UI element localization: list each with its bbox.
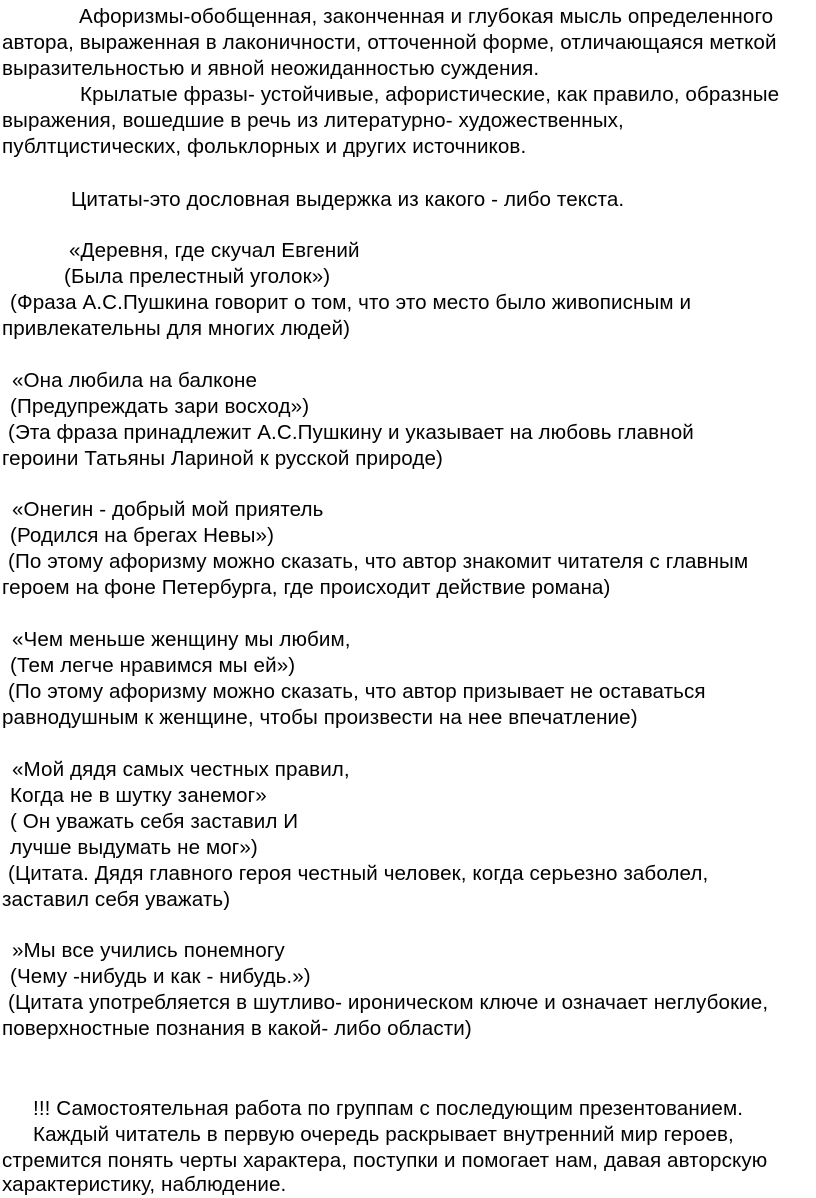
aphorisms-definition-line-3: выразительностью и явной неожиданностью суждения.	[2, 57, 540, 80]
example-4-quote-line-1: «Чем меньше женщину мы любим,	[12, 628, 351, 651]
example-4-quote-line-2: (Тем легче нравимся мы ей»)	[10, 654, 296, 677]
example-3-comment-line-1: (По этому афоризму можно сказать, что автор знакомит читателя с главным	[8, 550, 749, 573]
closing-paragraph-line-3: характеристику, наблюдение.	[2, 1173, 287, 1196]
aphorisms-definition-line-2: автора, выраженная в лаконичности, отточенной форме, отличающаяся меткой	[2, 31, 777, 54]
example-1-comment-line-1: (Фраза А.С.Пушкина говорит о том, что это место было живописным и	[10, 291, 692, 314]
example-3-quote-line-2: (Родился на брегах Невы»)	[10, 524, 275, 547]
example-2-comment-line-2: героини Татьяны Лариной к русской природе)	[2, 447, 443, 470]
catchphrases-definition-line-2: выражения, вошедшие в речь из литературно- художественных,	[2, 109, 624, 132]
example-1-comment-line-2: привлекательны для многих людей)	[2, 317, 351, 340]
catchphrases-definition-line-3: публтцистических, фольклорных и других источников.	[2, 135, 527, 158]
example-5-quote-line-4: лучше выдумать не мог»)	[10, 836, 258, 859]
example-5-comment-line-1: (Цитата. Дядя главного героя честный человек, когда серьезно заболел,	[8, 862, 709, 885]
closing-paragraph-line-2: стремится понять черты характера, поступки и помогает нам, давая авторскую	[2, 1149, 768, 1172]
example-5-comment-line-2: заставил себя уважать)	[2, 888, 231, 911]
aphorisms-definition-line-1: Афоризмы-обобщенная, законченная и глубокая мысль определенного	[79, 5, 774, 28]
example-6-quote-line-2: (Чему -нибудь и как - нибудь.»)	[10, 965, 311, 988]
example-3-comment-line-2: героем на фоне Петербурга, где происходит действие романа)	[2, 576, 611, 599]
example-1-quote-line-2: (Была прелестный уголок»)	[64, 265, 331, 288]
independent-work-task: !!! Самостоятельная работа по группам с последующим презентованием.	[33, 1097, 744, 1120]
example-4-comment-line-2: равнодушным к женщине, чтобы произвести на нее впечатление)	[2, 706, 638, 729]
example-4-comment-line-1: (По этому афоризму можно сказать, что автор призывает не оставаться	[8, 680, 706, 703]
example-6-quote-line-1: »Мы все учились понемногу	[12, 939, 285, 962]
example-3-quote-line-1: «Онегин - добрый мой приятель	[12, 498, 324, 521]
example-6-comment-line-2: поверхностные познания в какой- либо области)	[2, 1017, 472, 1040]
example-5-quote-line-3: ( Он уважать себя заставил И	[10, 810, 299, 833]
example-2-comment-line-1: (Эта фраза принадлежит А.С.Пушкину и указывает на любовь главной	[8, 421, 694, 444]
example-1-quote-line-1: «Деревня, где скучал Евгений	[69, 239, 360, 262]
closing-paragraph-line-1: Каждый читатель в первую очередь раскрывает внутренний мир героев,	[33, 1123, 734, 1146]
example-5-quote-line-2: Когда не в шутку занемог»	[10, 784, 267, 807]
example-5-quote-line-1: «Мой дядя самых честных правил,	[12, 758, 350, 781]
catchphrases-definition-line-1: Крылатые фразы- устойчивые, афористические, как правило, образные	[80, 83, 780, 106]
example-2-quote-line-2: (Предупреждать зари восход»)	[10, 395, 310, 418]
example-2-quote-line-1: «Она любила на балконе	[12, 369, 258, 392]
quotes-definition: Цитаты-это дословная выдержка из какого - либо текста.	[71, 188, 625, 211]
example-6-comment-line-1: (Цитата употребляется в шутливо- ироническом ключе и означает неглубокие,	[8, 991, 769, 1014]
